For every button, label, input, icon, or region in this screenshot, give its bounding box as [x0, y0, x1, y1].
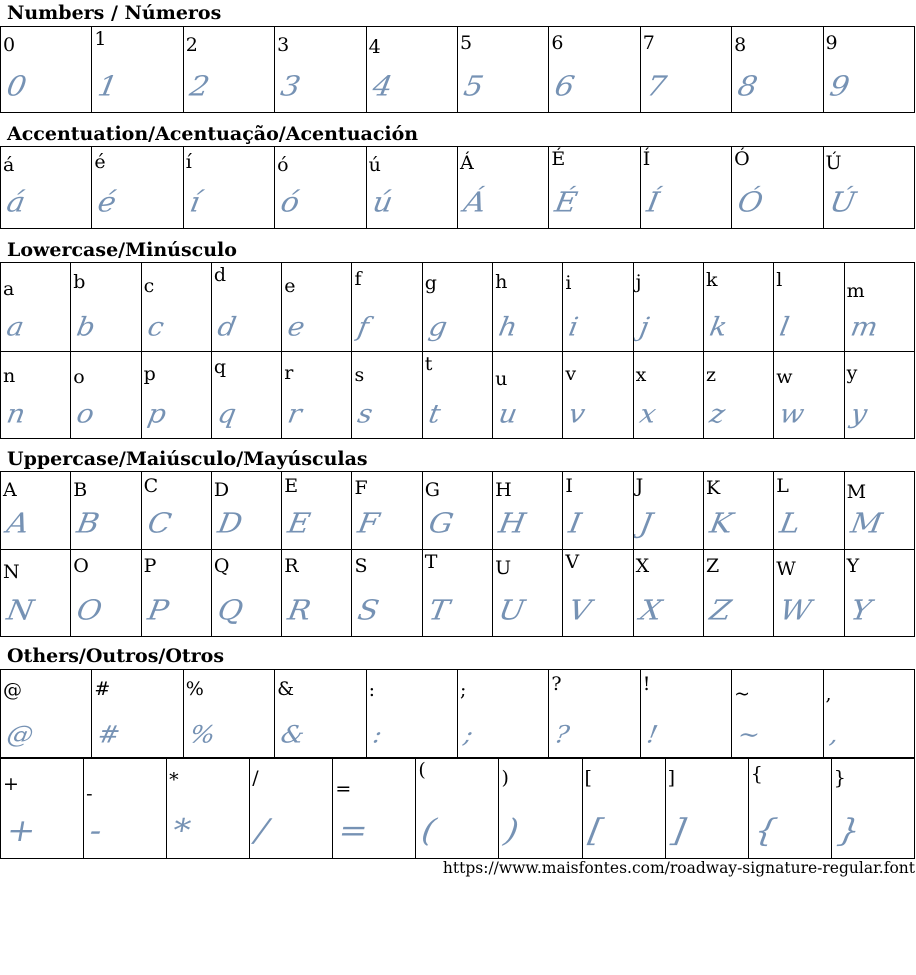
- glyph-cell: [732, 27, 823, 113]
- character-label: /: [252, 767, 259, 789]
- font-sample-glyph: é: [95, 186, 120, 219]
- glyph-cell: [563, 263, 633, 352]
- font-sample-glyph: i: [566, 311, 582, 342]
- character-label: :: [368, 679, 375, 701]
- glyph-cell: [633, 550, 703, 637]
- font-sample-glyph: E: [285, 507, 314, 540]
- font-sample-glyph: 2: [187, 70, 212, 103]
- font-sample-glyph: S: [355, 594, 382, 627]
- character-label: a: [3, 278, 15, 300]
- font-sample-glyph: g: [426, 311, 450, 342]
- character-label: F: [354, 477, 368, 499]
- glyph-cell: [183, 147, 274, 229]
- character-label: P: [143, 555, 157, 577]
- character-label: Á: [459, 152, 474, 174]
- section-title-uppercase: Uppercase/Maiúsculo/Mayúsculas: [7, 448, 368, 470]
- glyph-cell: [549, 147, 640, 229]
- section-title-accentuation: Accentuation/Acentuação/Acentuación: [7, 123, 419, 145]
- glyph-cell: [333, 758, 416, 859]
- character-label: #: [94, 678, 111, 700]
- glyph-row: [1, 670, 915, 759]
- glyph-cell: [493, 550, 563, 637]
- character-label: 9: [825, 32, 838, 54]
- glyph-cell: [844, 352, 914, 439]
- glyph-cell: [422, 263, 492, 352]
- glyph-cell: [71, 472, 141, 550]
- font-sample-glyph: H: [496, 507, 529, 540]
- font-sample-glyph: G: [426, 507, 456, 540]
- glyph-cell: [1, 758, 84, 859]
- glyph-cell: [823, 27, 914, 113]
- character-label: v: [565, 363, 577, 385]
- glyph-cell: [71, 352, 141, 439]
- font-sample-glyph: Z: [707, 594, 734, 627]
- glyph-cell: [422, 550, 492, 637]
- glyph-cell: [71, 263, 141, 352]
- character-label: o: [73, 366, 85, 388]
- glyph-cell: [665, 758, 748, 859]
- character-label: b: [73, 271, 86, 293]
- glyph-cell: [549, 27, 640, 113]
- glyph-cell: [640, 670, 731, 759]
- glyph-cell: [640, 147, 731, 229]
- font-sample-glyph: p: [144, 398, 169, 429]
- glyph-cell: [640, 27, 731, 113]
- character-label: i: [565, 272, 572, 294]
- glyph-cell: [844, 263, 914, 352]
- character-label: 0: [3, 34, 16, 56]
- glyph-cell: [774, 352, 844, 439]
- font-sample-glyph: ,: [827, 721, 841, 749]
- character-label: t: [424, 353, 433, 375]
- font-sample-glyph: =: [336, 812, 372, 850]
- glyph-cell: [844, 550, 914, 637]
- accentuation-grid: [0, 146, 915, 229]
- glyph-cell: [703, 550, 773, 637]
- glyph-cell: [366, 147, 457, 229]
- font-sample-glyph: m: [847, 311, 880, 342]
- font-sample-glyph: @: [4, 721, 36, 749]
- glyph-cell: [1, 352, 71, 439]
- character-label: É: [551, 148, 566, 170]
- glyph-cell: [416, 758, 499, 859]
- character-label: ~: [734, 683, 751, 705]
- character-label: 7: [642, 32, 655, 54]
- font-sample-glyph: -: [86, 812, 105, 850]
- character-label: R: [284, 555, 299, 577]
- font-sample-glyph: u: [496, 398, 520, 429]
- font-sample-glyph: Ó: [735, 186, 766, 219]
- glyph-cell: [703, 352, 773, 439]
- font-sample-glyph: ó: [278, 186, 303, 219]
- character-label: E: [284, 475, 299, 497]
- font-sample-glyph: Y: [847, 594, 874, 627]
- glyph-cell: [352, 352, 422, 439]
- font-sample-glyph: ?: [552, 721, 572, 749]
- character-label: 1: [94, 28, 107, 50]
- character-label: ): [501, 767, 509, 789]
- glyph-cell: [633, 352, 703, 439]
- glyph-row: [1, 758, 915, 859]
- font-sample-glyph: 0: [4, 70, 30, 103]
- glyph-cell: [275, 27, 366, 113]
- character-label: S: [354, 555, 368, 577]
- character-label: é: [94, 151, 106, 173]
- font-sample-glyph: X: [636, 594, 664, 627]
- character-label: O: [73, 555, 89, 577]
- glyph-cell: [831, 758, 914, 859]
- lowercase-grid: [0, 262, 915, 439]
- glyph-cell: [774, 472, 844, 550]
- character-label: &: [277, 678, 295, 700]
- section-title-lowercase: Lowercase/Minúsculo: [7, 239, 237, 261]
- font-sample-glyph: n: [4, 398, 28, 429]
- character-label: 3: [277, 34, 290, 56]
- font-sample-glyph: Ú: [826, 186, 858, 219]
- glyph-cell: [282, 550, 352, 637]
- glyph-cell: [282, 352, 352, 439]
- character-label: m: [846, 280, 865, 302]
- font-sample-glyph: K: [707, 507, 736, 540]
- character-label: A: [3, 479, 17, 501]
- character-label: %: [185, 678, 204, 700]
- character-label: y: [846, 362, 858, 384]
- glyph-cell: [1, 472, 71, 550]
- character-label: H: [495, 479, 512, 501]
- font-sample-glyph: D: [215, 507, 245, 540]
- character-label: ,: [825, 683, 832, 705]
- character-label: W: [776, 558, 796, 580]
- character-label: 4: [368, 36, 381, 58]
- character-label: C: [143, 475, 159, 497]
- glyph-cell: [84, 758, 167, 859]
- glyph-row: [1, 352, 915, 439]
- character-label: Ú: [825, 152, 842, 174]
- font-sample-glyph: 7: [643, 70, 669, 103]
- font-sample-glyph: B: [74, 507, 103, 540]
- font-sample-glyph: !: [644, 721, 660, 749]
- character-label: Ó: [734, 148, 750, 170]
- character-label: f: [354, 268, 362, 290]
- font-sample-glyph: á: [4, 186, 28, 219]
- font-sample-glyph: É: [552, 186, 581, 219]
- glyph-cell: [732, 147, 823, 229]
- font-sample-glyph: [: [585, 812, 606, 850]
- font-sample-glyph: :: [370, 721, 384, 749]
- font-sample-glyph: L: [777, 507, 804, 540]
- glyph-cell: [92, 670, 183, 759]
- character-label: d: [213, 264, 227, 286]
- font-sample-glyph: /: [252, 812, 271, 850]
- font-sample-glyph: U: [496, 594, 528, 627]
- glyph-cell: [563, 352, 633, 439]
- font-sample-glyph: d: [215, 311, 239, 342]
- font-sample-glyph: j: [637, 311, 652, 342]
- glyph-cell: [563, 472, 633, 550]
- character-label: ó: [277, 154, 289, 176]
- glyph-cell: [823, 670, 914, 759]
- glyph-cell: [703, 472, 773, 550]
- font-sample-glyph: q: [215, 398, 239, 429]
- font-sample-glyph: s: [355, 398, 376, 429]
- font-sample-glyph: O: [74, 594, 105, 627]
- character-label: {: [750, 763, 763, 785]
- glyph-cell: [211, 550, 281, 637]
- font-sample-glyph: z: [707, 398, 728, 429]
- glyph-cell: [493, 263, 563, 352]
- font-sample-glyph: +: [3, 812, 39, 850]
- character-label: 8: [734, 34, 747, 56]
- glyph-cell: [422, 472, 492, 550]
- font-sample-glyph: F: [355, 507, 383, 540]
- font-sample-glyph: 6: [552, 70, 578, 103]
- font-sample-glyph: N: [4, 594, 37, 627]
- glyph-cell: [275, 670, 366, 759]
- font-sample-glyph: 1: [95, 70, 121, 103]
- character-label: s: [354, 364, 365, 386]
- font-sample-glyph: ;: [461, 721, 476, 749]
- font-sample-glyph: ): [502, 812, 522, 850]
- font-sample-glyph: Í: [643, 186, 662, 219]
- character-label: Y: [846, 555, 860, 577]
- font-sample-glyph: x: [637, 398, 659, 429]
- character-label: +: [3, 773, 19, 795]
- font-sample-glyph: c: [144, 311, 167, 342]
- character-label: í: [185, 151, 192, 173]
- font-sample-glyph: l: [777, 311, 792, 342]
- font-sample-glyph: h: [496, 311, 520, 342]
- font-sample-glyph: ~: [735, 721, 763, 749]
- glyph-cell: [493, 352, 563, 439]
- font-sample-glyph: e: [285, 311, 308, 342]
- font-sample-glyph: &: [278, 721, 307, 749]
- character-label: l: [776, 269, 783, 291]
- glyph-cell: [211, 472, 281, 550]
- character-label: ú: [368, 154, 381, 176]
- character-label: g: [424, 272, 437, 294]
- font-sample-glyph: {: [751, 812, 780, 850]
- glyph-cell: [1, 27, 92, 113]
- glyph-cell: [1, 147, 92, 229]
- character-label: T: [424, 551, 438, 573]
- font-sample-glyph: 5: [461, 70, 486, 103]
- font-sample-glyph: J: [636, 507, 655, 540]
- numbers-grid: [0, 26, 915, 113]
- glyph-cell: [167, 758, 250, 859]
- font-sample-glyph: r: [285, 398, 305, 429]
- character-label: 6: [551, 32, 564, 54]
- glyph-cell: [633, 472, 703, 550]
- font-sample-glyph: t: [426, 398, 443, 429]
- font-sample-glyph: T: [426, 594, 452, 627]
- glyph-row: [1, 147, 915, 229]
- font-sample-glyph: R: [285, 594, 314, 627]
- character-label: }: [833, 767, 846, 789]
- font-sample-glyph: W: [777, 594, 815, 627]
- character-label: [: [584, 767, 592, 789]
- font-sample-glyph: M: [847, 507, 885, 540]
- font-sample-glyph: w: [777, 398, 807, 429]
- character-label: ?: [551, 673, 562, 695]
- character-label: M: [846, 481, 867, 503]
- glyph-cell: [844, 472, 914, 550]
- glyph-cell: [352, 550, 422, 637]
- character-label: N: [3, 561, 20, 583]
- font-sample-glyph: ]: [668, 812, 689, 850]
- others-grid-row1: [0, 669, 915, 759]
- character-label: K: [705, 477, 721, 499]
- glyph-cell: [1, 263, 71, 352]
- font-sample-glyph: Q: [215, 594, 246, 627]
- glyph-cell: [250, 758, 333, 859]
- section-title-numbers: Numbers / Números: [7, 2, 222, 24]
- character-label: B: [73, 479, 88, 501]
- character-label: z: [705, 364, 716, 386]
- font-sample-glyph: y: [847, 398, 870, 429]
- character-label: Í: [642, 148, 651, 170]
- uppercase-grid: [0, 471, 915, 637]
- character-label: U: [495, 557, 512, 579]
- character-label: c: [143, 275, 155, 297]
- glyph-cell: [183, 670, 274, 759]
- character-label: n: [3, 365, 16, 387]
- character-label: @: [3, 679, 22, 701]
- glyph-row: [1, 550, 915, 637]
- font-sample-glyph: 8: [735, 70, 761, 103]
- font-sample-glyph: *: [169, 812, 194, 850]
- glyph-cell: [732, 670, 823, 759]
- font-sample-glyph: A: [4, 507, 32, 540]
- character-label: X: [635, 555, 650, 577]
- glyph-cell: [141, 263, 211, 352]
- glyph-cell: [92, 27, 183, 113]
- glyph-cell: [703, 263, 773, 352]
- glyph-cell: [366, 27, 457, 113]
- font-sample-glyph: a: [4, 311, 27, 342]
- character-label: ;: [459, 679, 467, 701]
- glyph-cell: [71, 550, 141, 637]
- font-sample-glyph: v: [566, 398, 588, 429]
- glyph-row: [1, 472, 915, 550]
- glyph-cell: [366, 670, 457, 759]
- font-sample-glyph: í: [187, 186, 203, 219]
- character-label: e: [284, 275, 296, 297]
- character-label: J: [635, 475, 644, 497]
- font-sample-glyph: Á: [461, 186, 489, 219]
- glyph-cell: [493, 472, 563, 550]
- glyph-cell: [748, 758, 831, 859]
- character-label: I: [565, 475, 573, 497]
- font-sample-glyph: f: [355, 311, 372, 342]
- font-sample-glyph: V: [566, 594, 594, 627]
- character-label: =: [335, 778, 352, 800]
- character-label: *: [169, 769, 179, 791]
- glyph-cell: [563, 550, 633, 637]
- glyph-cell: [582, 758, 665, 859]
- glyph-cell: [141, 352, 211, 439]
- font-sample-glyph: 9: [826, 70, 852, 103]
- font-sample-glyph: 4: [369, 70, 395, 103]
- character-label: u: [495, 368, 508, 390]
- character-label: k: [705, 269, 718, 291]
- source-url[interactable]: https://www.maisfontes.com/roadway-signature-regular.font: [442, 859, 915, 877]
- glyph-cell: [211, 263, 281, 352]
- glyph-cell: [352, 472, 422, 550]
- glyph-cell: [457, 147, 548, 229]
- glyph-cell: [211, 352, 281, 439]
- character-label: h: [495, 271, 508, 293]
- character-label: r: [284, 362, 294, 384]
- character-label: V: [565, 551, 580, 573]
- font-sample-glyph: P: [144, 594, 171, 627]
- character-label: (: [418, 759, 426, 781]
- glyph-row: [1, 263, 915, 352]
- glyph-cell: [457, 27, 548, 113]
- glyph-cell: [549, 670, 640, 759]
- character-label: j: [635, 271, 642, 293]
- font-sample-glyph: b: [74, 311, 98, 342]
- glyph-cell: [141, 550, 211, 637]
- font-sample-glyph: }: [834, 812, 863, 850]
- glyph-cell: [183, 27, 274, 113]
- section-title-others: Others/Outros/Otros: [7, 645, 225, 667]
- character-label: D: [213, 479, 230, 501]
- glyph-row: [1, 27, 915, 113]
- character-label: p: [143, 363, 156, 385]
- character-label: ]: [667, 767, 676, 789]
- glyph-cell: [1, 550, 71, 637]
- glyph-cell: [141, 472, 211, 550]
- font-sample-glyph: (: [419, 812, 439, 850]
- character-label: G: [424, 479, 440, 501]
- character-label: q: [213, 356, 227, 378]
- character-label: Z: [705, 555, 720, 577]
- character-label: !: [642, 673, 651, 695]
- font-sample-glyph: #: [95, 721, 123, 749]
- glyph-cell: [633, 263, 703, 352]
- glyph-cell: [282, 472, 352, 550]
- font-sample-glyph: %: [187, 721, 217, 749]
- character-label: -: [86, 783, 93, 805]
- character-label: L: [776, 475, 789, 497]
- character-label: 2: [185, 34, 198, 56]
- others-grid-row2: [0, 757, 915, 859]
- glyph-cell: [1, 670, 92, 759]
- character-label: á: [3, 154, 15, 176]
- character-label: w: [776, 366, 793, 388]
- glyph-cell: [422, 352, 492, 439]
- character-label: Q: [213, 555, 230, 577]
- font-sample-glyph: ú: [369, 186, 395, 219]
- glyph-cell: [823, 147, 914, 229]
- glyph-cell: [774, 550, 844, 637]
- glyph-cell: [499, 758, 582, 859]
- glyph-cell: [282, 263, 352, 352]
- character-label: 5: [459, 32, 473, 54]
- glyph-cell: [457, 670, 548, 759]
- font-sample-glyph: C: [144, 507, 174, 540]
- glyph-cell: [92, 147, 183, 229]
- glyph-cell: [352, 263, 422, 352]
- glyph-cell: [774, 263, 844, 352]
- character-label: x: [635, 364, 647, 386]
- font-sample-glyph: o: [74, 398, 97, 429]
- font-sample-glyph: k: [707, 311, 730, 342]
- font-sample-glyph: I: [566, 507, 585, 540]
- glyph-cell: [275, 147, 366, 229]
- font-sample-glyph: 3: [278, 70, 304, 103]
